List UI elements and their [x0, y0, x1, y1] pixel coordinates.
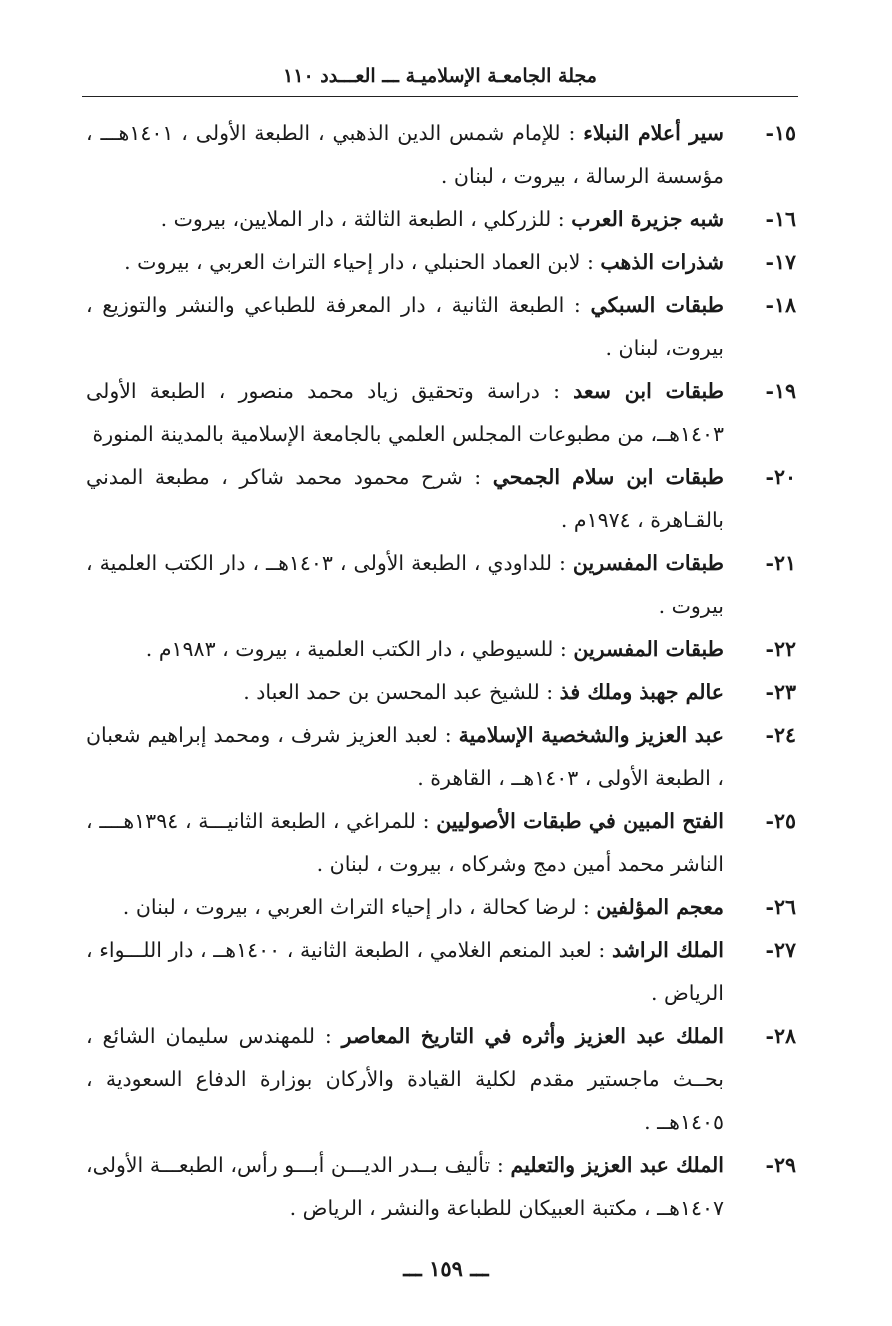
reference-number: ١٥- [765, 121, 796, 145]
reference-title: الفتح المبين في طبقات الأصوليين [436, 809, 724, 833]
reference-number: ١٧- [765, 250, 796, 274]
reference-number: ١٨- [765, 293, 796, 317]
reference-number: ٢٢- [765, 637, 796, 661]
reference-entry [80, 112, 796, 198]
reference-details: : للإمام شمس الدين الذهبي ، الطبعة الأولى ، ١٤٠١هـــ ، مؤسسة الرسالة ، بيروت ، لبنان . [86, 121, 724, 188]
reference-entry [80, 929, 796, 1015]
reference-entry [80, 198, 796, 241]
reference-title: شبه جزيرة العرب [571, 207, 724, 231]
reference-title: عبد العزيز والشخصية الإسلامية [458, 723, 724, 747]
reference-entry [80, 241, 796, 284]
reference-details: : للسيوطي ، دار الكتب العلمية ، بيروت ، ١٩٨٣م . [145, 637, 574, 661]
reference-title: طبقات السبكي [590, 293, 724, 317]
reference-entry [80, 714, 796, 800]
reference-title: الملك عبد العزيز والتعليم [510, 1153, 724, 1177]
reference-number: ٢٨- [765, 1024, 796, 1048]
reference-title: الملك الراشد [611, 938, 724, 962]
reference-title: شذرات الذهب [600, 250, 724, 274]
reference-entry [80, 542, 796, 628]
reference-entry [80, 1144, 796, 1230]
reference-details: : شرح محمود محمد شاكر ، مطبعة المدني بالقـاهرة ، ١٩٧٤م . [86, 465, 724, 532]
reference-title: طبقات ابن سعد [573, 379, 724, 403]
reference-details: : الطبعة الثانية ، دار المعرفة للطباعي والنشر والتوزيع ، بيروت، لبنان . [86, 293, 724, 360]
reference-title: طبقات المفسرين [572, 551, 724, 575]
reference-number: ٢٩- [765, 1153, 796, 1177]
reference-number: ٢٠- [765, 465, 796, 489]
reference-list [80, 112, 796, 1230]
reference-details: : للداودي ، الطبعة الأولى ، ١٤٠٣هــ ، دار الكتب العلمية ، بيروت . [86, 551, 724, 618]
page-number: ـــ ١٥٩ ـــ [403, 1256, 489, 1281]
reference-number: ٢٣- [765, 680, 796, 704]
reference-details: : للشيخ عبد المحسن بن حمد العباد . [243, 680, 560, 704]
running-header: مجلة الجامعـة الإسلاميـة ـــ العـــدد ١١٠ [283, 65, 597, 87]
reference-number: ٢٦- [765, 895, 796, 919]
reference-details: : لابن العماد الحنبلي ، دار إحياء التراث العربي ، بيروت . [124, 250, 601, 274]
reference-entry [80, 284, 796, 370]
reference-entry [80, 370, 796, 456]
reference-entry [80, 671, 796, 714]
reference-details: : لعبد العزيز شرف ، ومحمد إبراهيم شعبان ، الطبعة الأولى ، ١٤٠٣هــ ، القاهرة . [86, 723, 724, 790]
reference-details: : للزركلي ، الطبعة الثالثة ، دار الملايين، بيروت . [160, 207, 572, 231]
reference-number: ٢٤- [765, 723, 796, 747]
reference-entry [80, 628, 796, 671]
reference-number: ٢١- [765, 551, 796, 575]
reference-number: ٢٧- [765, 938, 796, 962]
reference-entry [80, 1015, 796, 1144]
reference-title: معجم المؤلفين [596, 895, 724, 919]
reference-title: عالم جهبذ وملك فذ [559, 680, 724, 704]
reference-title: الملك عبد العزيز وأثره في التاريخ المعاصر [341, 1024, 724, 1048]
reference-details: : للمهندس سليمان الشائع ، بحــث ماجستير مقدم لكلية القيادة والأركان بوزارة الدفاع السعودية ، ١٤٠٥هــ . [86, 1024, 724, 1134]
header-divider [82, 96, 798, 97]
reference-details: : لعبد المنعم الغلامي ، الطبعة الثانية ، ١٤٠٠هــ ، دار اللـــواء ، الرياض . [86, 938, 724, 1005]
reference-details: : لرضا كحالة ، دار إحياء التراث العربي ، بيروت ، لبنان . [122, 895, 597, 919]
reference-entry [80, 800, 796, 886]
reference-details: : تأليف بــدر الديـــن أبـــو رأس، الطبعـــة الأولى، ١٤٠٧هــ ، مكتبة العبيكان للطباعة والنشر ، الرياض . [86, 1153, 724, 1220]
reference-details: : للمراغي ، الطبعة الثانيـــة ، ١٣٩٤هــــ ، الناشر محمد أمين دمج وشركاه ، بيروت ، لبنان . [86, 809, 724, 876]
reference-title: سير أعلام النبلاء [583, 121, 724, 145]
reference-details: : دراسة وتحقيق زياد محمد منصور ، الطبعة الأولى ١٤٠٣هــ، من مطبوعات المجلس العلمي بالجامعة الإسلامية بالمدينة المنورة [86, 379, 724, 446]
reference-title: طبقات المفسرين [573, 637, 724, 661]
reference-title: طبقات ابن سلام الجمحي [492, 465, 724, 489]
reference-entry [80, 456, 796, 542]
reference-number: ١٩- [765, 379, 796, 403]
reference-number: ٢٥- [765, 809, 796, 833]
reference-number: ١٦- [765, 207, 796, 231]
reference-entry [80, 886, 796, 929]
